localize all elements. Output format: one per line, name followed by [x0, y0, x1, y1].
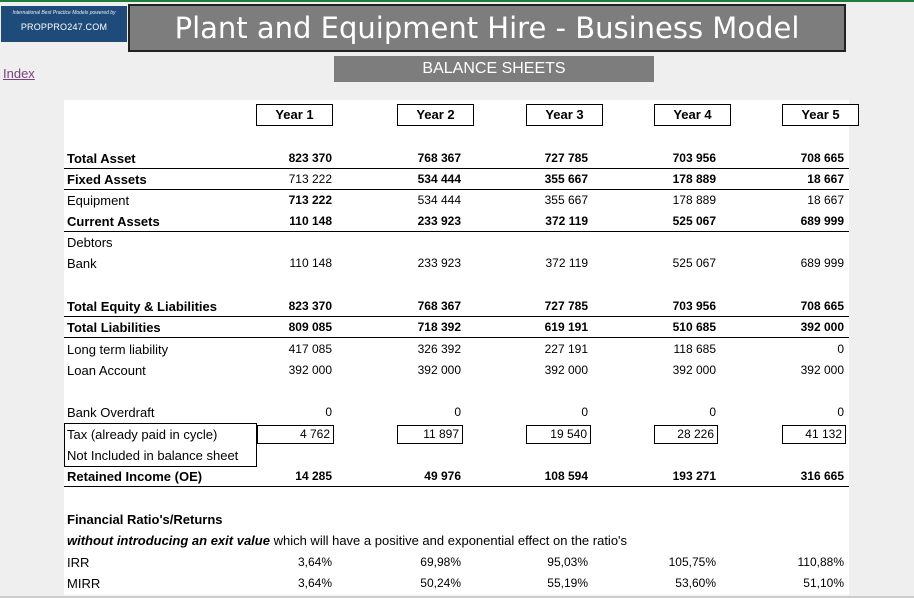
row-label: Retained Income (OE): [67, 469, 203, 484]
row-bank: [64, 253, 849, 274]
cell-y5: 41 132: [782, 425, 846, 444]
top-accent-line: [0, 0, 914, 2]
cell-y1: 713 222: [288, 193, 332, 207]
row-debtors: [64, 232, 849, 253]
page-subtitle: BALANCE SHEETS: [334, 56, 654, 82]
row-total-equity-liabilities: [64, 296, 849, 317]
cell-y3: 55,19%: [547, 576, 588, 590]
ratios-note-text: which will have a positive and exponential effect on the ratio's: [269, 533, 628, 548]
row-label: Total Asset: [67, 151, 136, 166]
year-header-5: Year 5: [782, 104, 859, 126]
cell-y4: 28 226: [654, 425, 718, 444]
cell-y1: 110 148: [289, 214, 332, 228]
cell-y1: 713 222: [288, 172, 332, 186]
page-title: Plant and Equipment Hire - Business Model: [128, 4, 846, 52]
cell-y3: 372 119: [545, 256, 588, 270]
cell-y2: 11 897: [397, 425, 463, 444]
row-retained-income: [64, 466, 849, 487]
cell-y4: 178 889: [672, 193, 716, 207]
cell-y5: 51,10%: [803, 576, 844, 590]
row-tax: [64, 424, 849, 445]
brand-site: PROPPRO247.COM: [20, 22, 108, 32]
cell-y3: 0: [581, 405, 588, 419]
balance-sheet: [64, 100, 849, 595]
cell-y5: 0: [837, 405, 844, 419]
cell-y1: 3,64%: [297, 555, 332, 569]
cell-y5: 689 999: [800, 214, 844, 228]
cell-y4: 510 685: [672, 320, 716, 334]
cell-y4: 118 685: [673, 342, 716, 356]
row-irr: [64, 552, 849, 573]
cell-y3: 727 785: [544, 151, 588, 165]
row-not-included: [64, 445, 849, 466]
cell-y1: 0: [325, 405, 332, 419]
cell-y3: 355 667: [544, 172, 588, 186]
row-label: Equipment: [67, 193, 130, 208]
cell-y3: 19 540: [526, 425, 591, 444]
cell-y1: 392 000: [288, 363, 332, 377]
cell-y1: 3,64%: [297, 576, 332, 590]
cell-y3: 392 000: [544, 363, 588, 377]
cell-y5: 392 000: [800, 363, 844, 377]
ratios-title: Financial Ratio's/Returns: [67, 512, 223, 527]
brand-logo[interactable]: [1, 6, 127, 42]
cell-y4: 178 889: [672, 172, 716, 186]
row-long-term-liability: [64, 339, 849, 360]
ratios-note: [67, 533, 627, 548]
cell-y2: 69,98%: [420, 555, 461, 569]
cell-y2: 392 000: [417, 363, 461, 377]
row-label: Bank: [67, 256, 97, 271]
row-total-asset: [64, 148, 849, 169]
cell-y2: 768 367: [417, 151, 461, 165]
cell-y1: 14 285: [295, 469, 332, 483]
cell-y2: 326 392: [417, 342, 461, 356]
brand-tagline: International Best Practice Models powered by: [12, 10, 116, 16]
cell-y5: 316 665: [800, 469, 844, 483]
cell-y3: 95,03%: [547, 555, 588, 569]
cell-y3: 619 191: [544, 320, 588, 334]
cell-y1: 4 762: [257, 425, 334, 444]
index-link[interactable]: Index: [3, 66, 35, 81]
cell-y5: 18 667: [807, 172, 844, 186]
cell-y5: 708 665: [800, 299, 844, 313]
cell-y3: 372 119: [545, 214, 588, 228]
row-equipment: [64, 190, 849, 211]
cell-y4: 525 067: [672, 256, 716, 270]
cell-y2: 534 444: [417, 172, 461, 186]
row-label: Long term liability: [67, 342, 169, 357]
row-label: Total Liabilities: [67, 320, 161, 335]
year-header-4: Year 4: [654, 104, 731, 126]
cell-y2: 718 392: [417, 320, 461, 334]
row-label: Bank Overdraft: [67, 405, 155, 420]
cell-y1: 823 370: [288, 299, 332, 313]
row-loan-account: [64, 360, 849, 381]
cell-y4: 193 271: [672, 469, 716, 483]
cell-y2: 768 367: [417, 299, 461, 313]
cell-y5: 689 999: [800, 256, 844, 270]
cell-y3: 108 594: [544, 469, 588, 483]
cell-y5: 0: [837, 342, 844, 356]
row-label: Current Assets: [67, 214, 160, 229]
row-label: Total Equity & Liabilities: [67, 299, 217, 314]
cell-y1: 110 148: [289, 256, 332, 270]
cell-y3: 727 785: [544, 299, 588, 313]
row-label: Debtors: [67, 235, 113, 250]
cell-y4: 105,75%: [668, 555, 716, 569]
cell-y1: 809 085: [288, 320, 332, 334]
row-mirr: [64, 573, 849, 594]
cell-y5: 18 667: [807, 193, 844, 207]
ratios-note-emphasis: without introducing an exit value: [67, 533, 270, 548]
cell-y4: 392 000: [672, 363, 716, 377]
cell-y4: 53,60%: [675, 576, 716, 590]
row-fixed-assets: [64, 169, 849, 190]
cell-y4: 0: [709, 405, 716, 419]
row-bank-overdraft: [64, 402, 849, 423]
row-label: IRR: [67, 555, 90, 570]
cell-y2: 534 444: [417, 193, 461, 207]
cell-y2: 233 923: [417, 214, 461, 228]
row-label: Fixed Assets: [67, 172, 147, 187]
row-total-liabilities: [64, 317, 849, 338]
cell-y2: 49 976: [424, 469, 461, 483]
cell-y1: 417 085: [288, 342, 332, 356]
cell-y5: 110,88%: [797, 555, 844, 569]
cell-y3: 227 191: [544, 342, 588, 356]
year-header-2: Year 2: [397, 104, 474, 126]
row-label: Loan Account: [67, 363, 146, 378]
row-label: Tax (already paid in cycle): [67, 427, 218, 442]
cell-y2: 50,24%: [420, 576, 461, 590]
cell-y5: 708 665: [800, 151, 844, 165]
cell-y3: 355 667: [544, 193, 588, 207]
cell-y4: 703 956: [672, 151, 716, 165]
year-header-1: Year 1: [256, 104, 333, 126]
row-label: MIRR: [67, 576, 101, 591]
cell-y2: 0: [454, 405, 461, 419]
cell-y5: 392 000: [800, 320, 844, 334]
cell-y1: 823 370: [288, 151, 332, 165]
year-header-3: Year 3: [526, 104, 603, 126]
cell-y2: 233 923: [417, 256, 461, 270]
cell-y4: 525 067: [672, 214, 716, 228]
cell-y4: 703 956: [672, 299, 716, 313]
row-current-assets: [64, 211, 849, 232]
row-label: Not Included in balance sheet: [67, 448, 239, 463]
